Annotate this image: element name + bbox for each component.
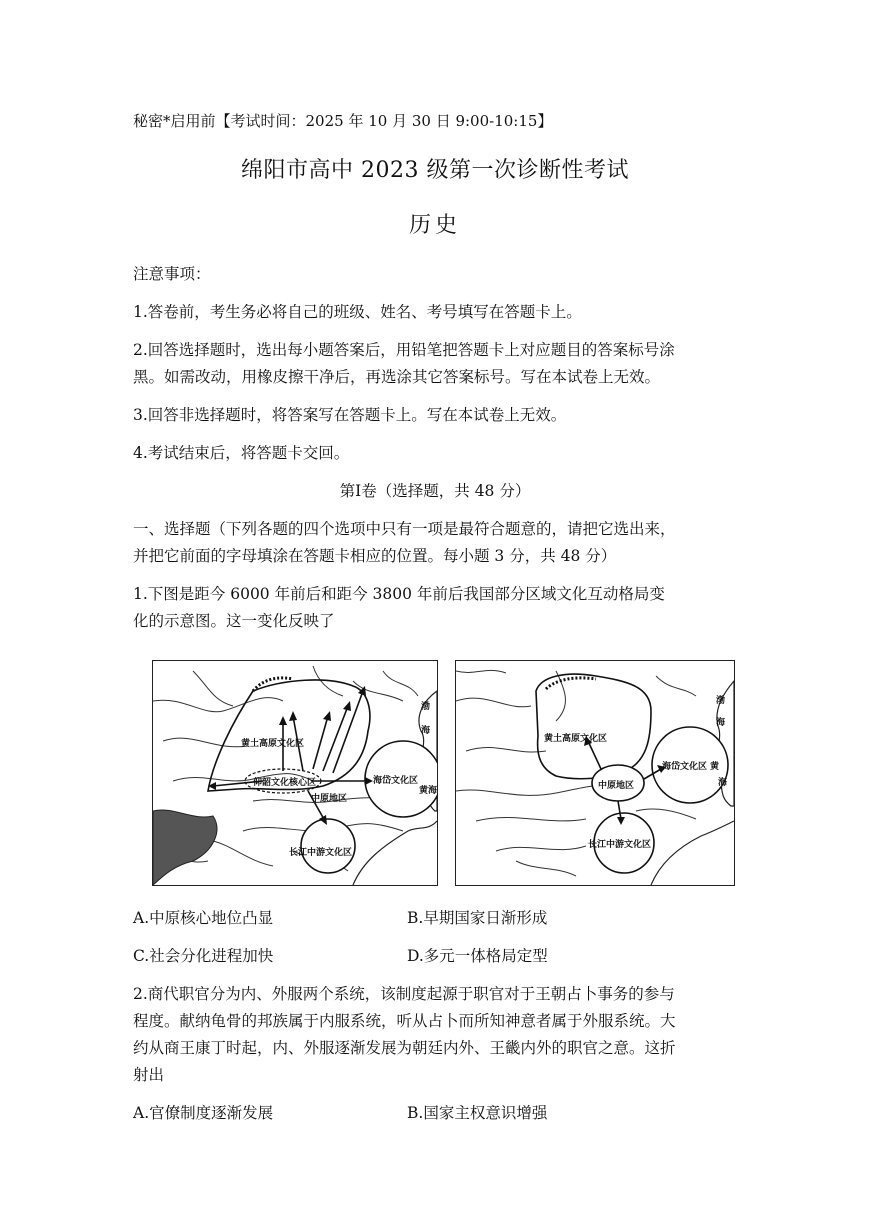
map-6000-years-ago bbox=[152, 660, 438, 886]
q1-option-d: D.多元一体格局定型 bbox=[407, 947, 548, 965]
map-right-label-central: 中原地区 bbox=[598, 781, 635, 791]
notice-item-4: 4.考试结束后，将答题卡交回。 bbox=[133, 444, 350, 462]
notice-heading: 注意事项： bbox=[133, 265, 211, 283]
map-left-label-central: 中原地区 bbox=[311, 794, 348, 804]
map-left-label-yellowsea: 黄海 bbox=[419, 786, 437, 796]
q1-stem-line-1: 1.下图是距今 6000 年前后和距今 3800 年前后我国部分区域文化互动格局变 bbox=[133, 585, 665, 603]
section-instruction-1: 一、选择题（下列各题的四个选项中只有一项是最符合题意的，请把它选出来， bbox=[133, 520, 676, 538]
q1-option-a: A.中原核心地位凸显 bbox=[133, 909, 274, 927]
map-left-label-yangshao: 仰韶文化核心区 bbox=[253, 778, 317, 788]
map-right-label-haidai: 海岱文化区 bbox=[662, 762, 708, 772]
q2-stem-line-2: 程度。献纳龟骨的邦族属于内服系统，听从占卜而所知神意者属于外服系统。大 bbox=[133, 1012, 676, 1030]
map-left-label-bohai-2: 海 bbox=[421, 726, 431, 736]
section-title: 第Ⅰ卷（选择题，共 48 分） bbox=[339, 482, 531, 500]
map-left-label-haidai: 海岱文化区 bbox=[373, 776, 419, 786]
q1-stem-line-2: 化的示意图。这一变化反映了 bbox=[133, 612, 335, 630]
map-right-label-bohai-2: 海 bbox=[716, 718, 726, 728]
q2-stem-line-3: 约从商王康丁时起，内、外服逐渐发展为朝廷内外、王畿内外的职官之意。这折 bbox=[133, 1039, 676, 1057]
map-left-label-yangtze: 长江中游文化区 bbox=[289, 848, 353, 858]
q2-option-a: A.官僚制度逐渐发展 bbox=[133, 1104, 274, 1122]
q1-option-b: B.早期国家日渐形成 bbox=[407, 909, 548, 927]
notice-item-2: 2.回答选择题时，选出每小题答案后，用铅笔把答题卡上对应题目的答案标号涂 bbox=[133, 341, 675, 359]
exam-title: 绵阳市高中 2023 级第一次诊断性考试 bbox=[241, 158, 629, 183]
notice-item-3: 3.回答非选择题时，将答案写在答题卡上。写在本试卷上无效。 bbox=[133, 406, 567, 424]
map-3800-years-ago bbox=[455, 660, 735, 886]
q2-option-b: B.国家主权意识增强 bbox=[407, 1104, 548, 1122]
secret-header-line: 秘密*启用前【考试时间：2025 年 10 月 30 日 9:00-10:15】 bbox=[133, 112, 553, 130]
map-right-label-bohai-1: 渤 bbox=[716, 696, 726, 706]
notice-item-2-cont: 黑。如需改动，用橡皮擦干净后，再选涂其它答案标号。写在本试卷上无效。 bbox=[133, 368, 661, 386]
map-left-label-bohai-1: 渤 bbox=[421, 702, 431, 712]
section-instruction-2: 并把它前面的字母填涂在答题卡相应的位置。每小题 3 分，共 48 分） bbox=[133, 547, 617, 565]
notice-item-1: 1.答卷前，考生务必将自己的班级、姓名、考号填写在答题卡上。 bbox=[133, 303, 582, 321]
map-left-label-loess: 黄土高原文化区 bbox=[241, 739, 305, 749]
subject-title: 历史 bbox=[408, 213, 461, 238]
map-right-label-yellowsea-2: 海 bbox=[718, 778, 728, 788]
q2-stem-line-1: 2.商代职官分为内、外服两个系统，该制度起源于职官对于王朝占卜事务的参与 bbox=[133, 985, 675, 1003]
map-right-label-yellowsea-1: 黄 bbox=[710, 762, 720, 772]
map-right-label-yangtze: 长江中游文化区 bbox=[588, 840, 652, 850]
q2-stem-line-4: 射出 bbox=[133, 1066, 165, 1084]
q1-option-c: C.社会分化进程加快 bbox=[133, 947, 274, 965]
map-right-label-loess: 黄土高原文化区 bbox=[544, 734, 608, 744]
